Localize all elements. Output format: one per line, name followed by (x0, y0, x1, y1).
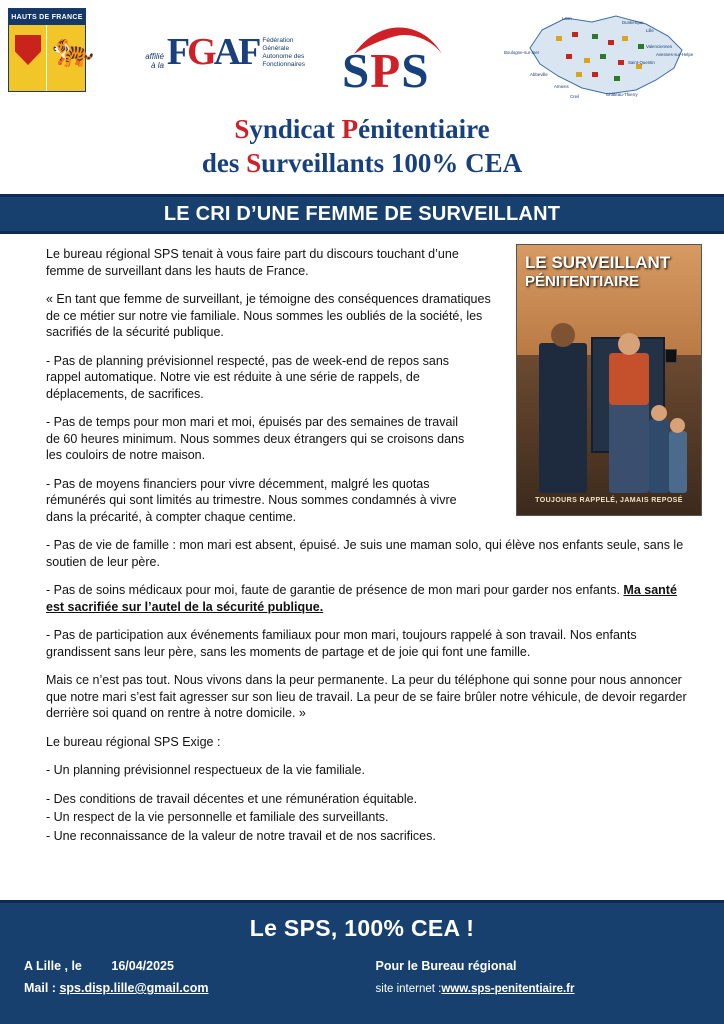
header-logos (0, 0, 724, 108)
region-map-icon (496, 10, 706, 102)
footer-site-link[interactable]: www.sps-penitentiaire.fr (441, 983, 575, 995)
title-cap-s: S (234, 114, 250, 144)
footer-bureau: Pour le Bureau régional (375, 959, 517, 973)
paragraph-item-2: - Pas de temps pour mon mari et moi, épuisés par des semaines de travail de 60 heures minimum. Nous sommes deux étrangers qui se croisons dans les couloirs de notre maison. (46, 415, 465, 462)
fgaf-mark-icon: FGAF (166, 31, 259, 73)
paragraph-intro: Le bureau régional SPS tenait à vous faire part du discours touchant d’une femme de surveillant dans les hauts de France. (46, 247, 459, 278)
poster-caption: TOUJOURS RAPPELÉ, JAMAIS REPOSÉ (535, 496, 683, 504)
footer-site-label: site internet : (375, 983, 442, 995)
document-body (0, 234, 724, 874)
sps-letters: SPS (342, 43, 430, 98)
paragraph-item-events: - Pas de participation aux événements familiaux pour mon mari, toujours rappelé à son travail. Nos enfants grandissent sans leur père, sans les moments de partage et de joie qui font une famille. (46, 628, 637, 659)
paragraph-item-4: - Pas de vie de famille : mon mari est absent, épuisé. Je suis une maman solo, qui élève nos enfants seule, sans le soutien de leur père. (46, 538, 684, 569)
paragraph-quote-open: « En tant que femme de surveillant, je témoigne des conséquences dramatiques de ce métier sur notre vie familiale. Nous sommes les oubliés de la société, les sacrifiés de la sécurité publique. (46, 292, 491, 339)
map-city-label: Abbeville (530, 72, 548, 77)
title-line1-rest: énitentiaire (358, 114, 490, 144)
map-city-label: Dunkerque (622, 20, 644, 25)
map-city-label: Amiens (554, 84, 569, 89)
section-heading-text: LE CRI D’UNE FEMME DE SURVEILLANT (163, 202, 561, 225)
page-title (0, 112, 724, 180)
map-city-label: Laon (562, 16, 572, 21)
paragraph-exige-title: Le bureau régional SPS Exige : (46, 734, 221, 749)
paragraph-item-3: - Pas de moyens financiers pour vivre décemment, malgré les quotas rémunérés qui sont limités au trimestre. Nous sommes condamnés à vivre dans la précarité, à compter chaque centime. (46, 476, 457, 524)
poster-title (525, 253, 693, 291)
fgaf-fullname: Fédération Générale Autonome des Fonctionnaires (262, 37, 305, 68)
paragraph-item-health-emphasis: Ma santé est sacrifiée sur l’autel de la sécurité publique. (46, 583, 677, 614)
footer-mail-label: Mail : (24, 981, 56, 995)
document-footer (0, 900, 724, 1024)
title-line1-text: yndicat (249, 114, 342, 144)
footer-place-label: A Lille , le (24, 959, 82, 973)
paragraph-item-health-text: - Pas de soins médicaux pour moi, faute de garantie de présence de mon mari pour garder nos enfants. (46, 583, 624, 597)
figure-child-1 (649, 419, 669, 493)
map-city-label: Saint-Quentin (628, 60, 655, 65)
exige-item-3: - Un respect de la vie personnelle et familiale des surveillants. (46, 810, 389, 824)
footer-contact-grid (0, 959, 724, 1003)
title-line2-rest: urveillants 100% CEA (261, 148, 523, 178)
exige-item-2: - Des conditions de travail décentes et une rémunération équitable. (46, 791, 418, 806)
figure-woman (609, 353, 649, 493)
map-city-label: Valenciennes (646, 44, 673, 49)
section-heading-band (0, 194, 724, 234)
map-city-label: Boulogne-sur-mer (504, 50, 540, 55)
poster-image (516, 244, 702, 516)
title-line2-pre: des (201, 148, 247, 178)
footer-mail-link[interactable]: sps.disp.lille@gmail.com (59, 981, 209, 995)
map-city-label: Château-Thierry (606, 92, 638, 97)
footer-date: 16/04/2025 (111, 959, 174, 973)
fgaf-affiliation-label: affilié à la (145, 52, 164, 70)
footer-slogan: Le SPS, 100% CEA ! (249, 915, 475, 941)
footer-site-row (376, 981, 700, 995)
map-city-label: Lille (646, 28, 654, 33)
exige-item-1: - Un planning prévisionnel respectueux de la vie familiale. (46, 763, 365, 777)
footer-place-row (24, 959, 376, 973)
figure-man (539, 343, 587, 493)
map-city-label: Creil (570, 94, 580, 99)
paragraph-item-1: - Pas de planning prévisionnel respecté, pas de week-end de repos sans rappel automatique. Notre vie est réduite à une série de rappels, de déplacements, de sacrifices. (46, 353, 450, 401)
fgaf-logo (140, 26, 305, 78)
sps-logo (336, 18, 456, 98)
poster-title-line2: PÉNITENTIAIRE (525, 273, 640, 290)
blason-title: HAUTS DE FRANCE (9, 9, 85, 25)
hauts-de-france-coat-of-arms (8, 8, 95, 92)
poster-title-line1: LE SURVEILLANT (525, 253, 671, 272)
blason-shield-icon: 🐅 (9, 25, 85, 91)
figure-child-2 (669, 431, 687, 493)
map-city-label: Avesnes-sur-Helpe (656, 52, 694, 57)
paragraph-item-health (46, 582, 694, 615)
title-cap-p: P (341, 114, 359, 144)
title-cap-s2: S (246, 148, 262, 178)
paragraph-closing: Mais ce n’est pas tout. Nous vivons dans la peur permanente. La peur du téléphone qui sonne pour nous annoncer que notre mari s’est fait agresser sur son lieu de travail. La peur de se faire brûler notre véhicule, de devoir regarder derrière soi quand on rentre à notre domicile. » (46, 673, 687, 720)
footer-mail-row (24, 981, 376, 995)
exige-item-4: - Une reconnaissance de la valeur de notre travail et de nos sacrifices. (46, 828, 436, 843)
